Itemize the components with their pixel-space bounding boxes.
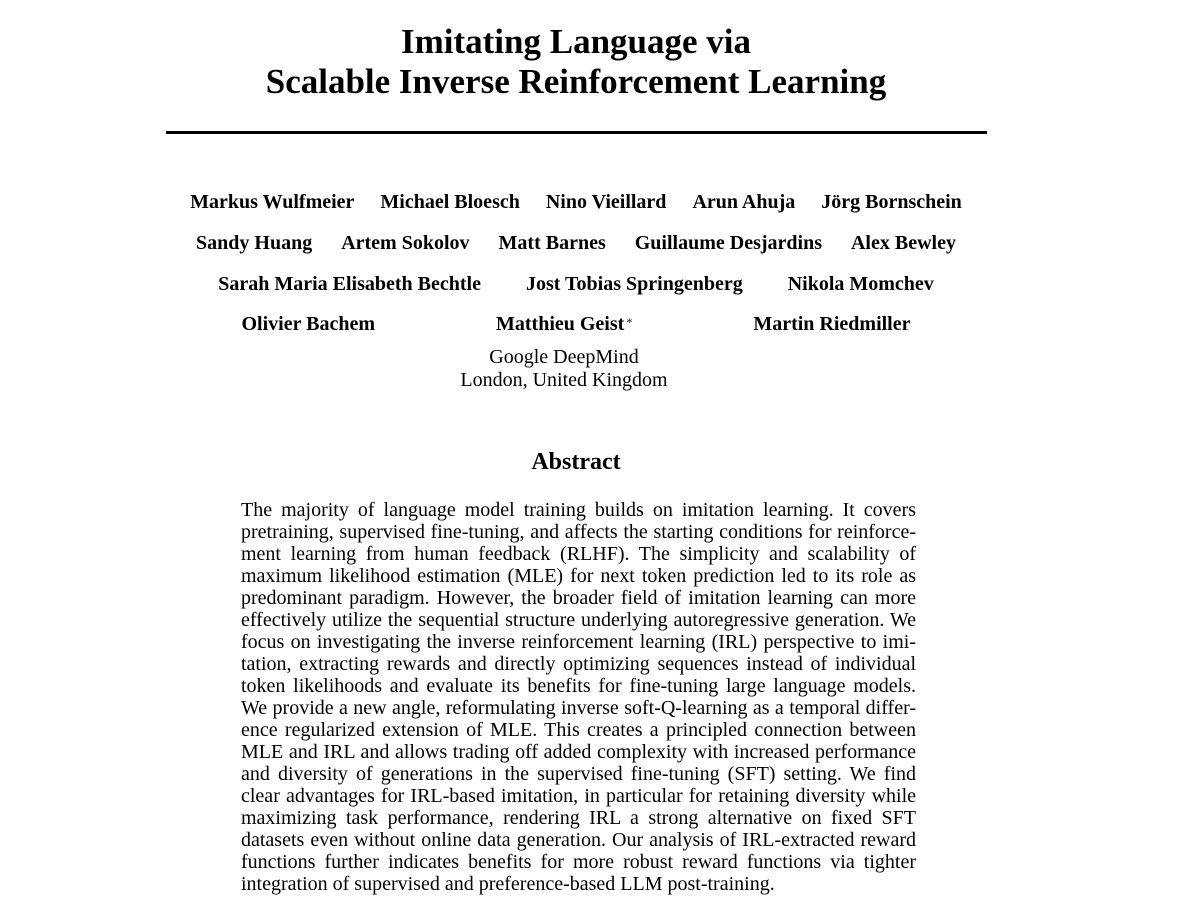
affiliation-org: Google DeepMind <box>489 346 639 368</box>
author-name: Sandy Huang <box>196 232 313 254</box>
title-rule <box>166 131 987 134</box>
author-name: Jörg Bornschein <box>821 191 962 213</box>
author-name: Markus Wulfmeier <box>190 191 355 213</box>
author-name: Arun Ahuja <box>692 191 796 213</box>
abstract-line: We provide a new angle, reformulating inverse soft-Q-learning as a temporal differ- <box>241 697 916 719</box>
author-with-footnote <box>496 312 632 336</box>
abstract-line: maximizing task performance, rendering IRL a strong alternative on fixed SFT <box>241 807 916 829</box>
author-row-2 <box>0 231 1152 255</box>
abstract-line: effectively utilize the sequential structure underlying autoregressive generation. We <box>241 609 916 631</box>
paper-title <box>0 22 1152 102</box>
abstract-line: MLE and IRL and allows trading off added complexity with increased performance <box>241 741 916 763</box>
abstract-line: datasets even without online data generation. Our analysis of IRL-extracted reward <box>241 829 916 851</box>
affiliation <box>0 346 1128 392</box>
author-name: Sarah Maria Elisabeth Bechtle <box>218 273 481 295</box>
abstract-line: The majority of language model training builds on imitation learning. It covers <box>241 499 916 521</box>
author-row-1 <box>0 190 1152 214</box>
abstract-line: focus on investigating the inverse reinforcement learning (IRL) perspective to imi- <box>241 631 916 653</box>
abstract-heading: Abstract <box>531 449 621 475</box>
title-line-1: Imitating Language via <box>400 22 752 61</box>
author-row-3 <box>0 272 1152 296</box>
abstract-line: integration of supervised and preference-based LLM post-training. <box>241 873 775 895</box>
abstract-line: predominant paradigm. However, the broader field of imitation learning can more <box>241 587 916 609</box>
author-name: Jost Tobias Springenberg <box>525 273 743 295</box>
footnote-mark: * <box>626 315 633 329</box>
abstract-line: and diversity of generations in the supervised fine-tuning (SFT) setting. We find <box>241 763 916 785</box>
abstract-line: token likelihoods and evaluate its benefits for fine-tuning large language models. <box>241 675 916 697</box>
author-name: Nikola Momchev <box>787 273 934 295</box>
author-name: Olivier Bachem <box>241 313 375 335</box>
abstract-line: functions further indicates benefits for more robust reward functions via tighter <box>241 851 916 873</box>
author-name: Martin Riedmiller <box>753 313 911 335</box>
abstract-body <box>241 499 916 895</box>
abstract-line: ment learning from human feedback (RLHF). The simplicity and scalability of <box>241 543 916 565</box>
title-line-2: Scalable Inverse Reinforcement Learning <box>265 62 887 101</box>
author-name: Artem Sokolov <box>341 232 470 254</box>
author-name: Matthieu Geist <box>496 313 625 335</box>
abstract-line: ence regularized extension of MLE. This creates a principled connection between <box>241 719 916 741</box>
abstract-line: maximum likelihood estimation (MLE) for next token prediction led to its role as <box>241 565 916 587</box>
author-name: Michael Bloesch <box>380 191 520 213</box>
abstract-line: clear advantages for IRL-based imitation, in particular for retaining diversity while <box>241 785 916 807</box>
author-name: Alex Bewley <box>850 232 956 254</box>
author-name: Matt Barnes <box>498 232 606 254</box>
abstract-line: tation, extracting rewards and directly optimizing sequences instead of individual <box>241 653 916 675</box>
abstract-line: pretraining, supervised fine-tuning, and affects the starting conditions for reinforce- <box>241 521 916 543</box>
author-name: Guillaume Desjardins <box>634 232 822 254</box>
author-row-4 <box>0 312 1152 336</box>
author-name: Nino Vieillard <box>545 191 667 213</box>
affiliation-location: London, United Kingdom <box>460 369 668 391</box>
